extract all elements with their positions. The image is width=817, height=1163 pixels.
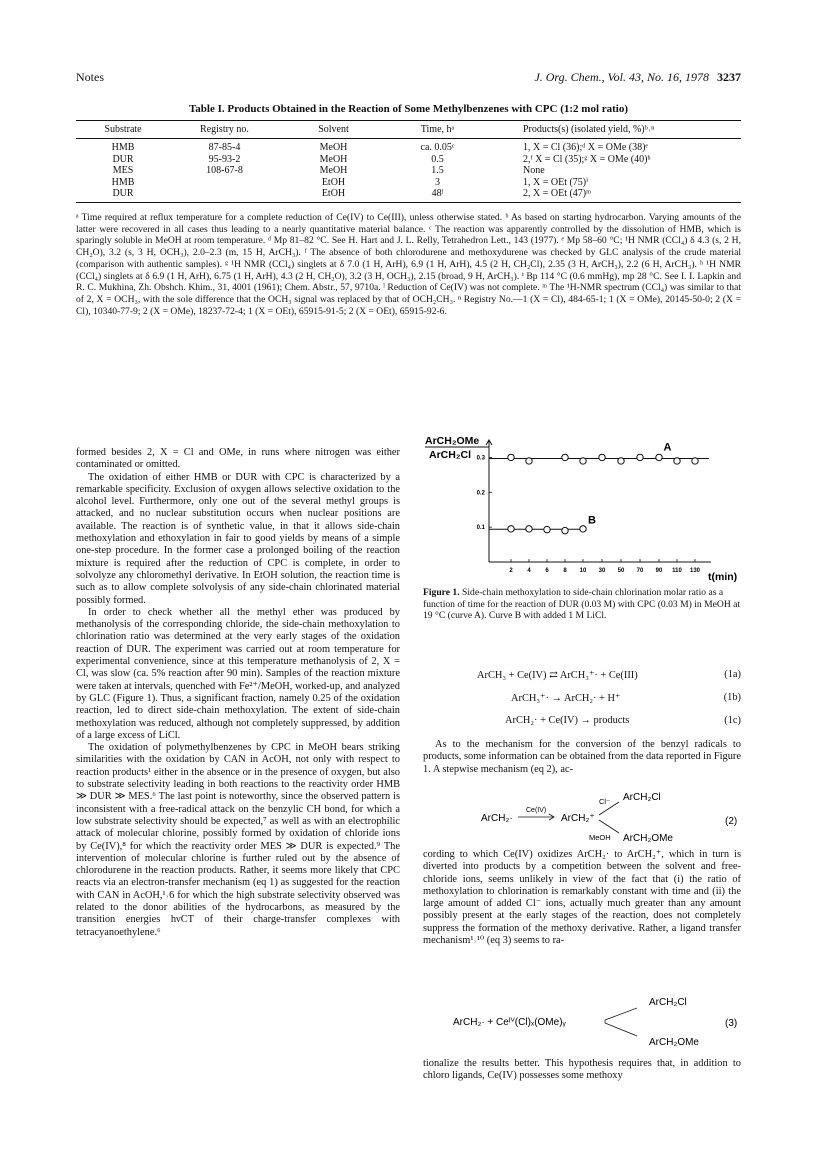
cell-substrate: HMB (111, 142, 135, 153)
cell-time: 48ˡ (388, 188, 487, 202)
chart-marks (489, 454, 709, 534)
paragraph: cording to which Ce(IV) oxidizes ArCH₂· to ArCH₂⁺, which in turn is diverted into products by a competition between the solvent and free-chloride ions, seems unlikely in view of the fact that (i) the ratio of methoxylation to chlorination is remarkably constant with time and (ii) the large amount of added Cl⁻ ions, actually much greater than any amount possibly present at the early stages of the reaction, does not completely suppress the formation of the methoxy derivative. Rather, a ligand transfer mechanism¹˒¹⁰ (eq 3) seems to ra- (423, 849, 741, 947)
series-b-point (508, 526, 514, 532)
cell-registry: 108-67-8 (206, 165, 243, 176)
col-solvent: Solvent (279, 121, 388, 139)
series-b-point (562, 527, 568, 533)
eq2-reagent: Ce(IV) (526, 807, 547, 814)
equation-1b-number: (1b) (723, 692, 741, 703)
x-tick-label: 4 (527, 568, 531, 574)
equation-1a: ArCH₃ + Ce(IV) ⇄ ArCH₃⁺· + Ce(III) (477, 670, 638, 681)
paragraph: formed besides 2, X = Cl and OMe, in runs where nitrogen was either contaminated or omitted. (76, 447, 400, 471)
cell-substrate: MES (112, 165, 134, 176)
page-number: 3237 (717, 70, 741, 84)
series-a-point (637, 454, 643, 460)
eq2-reactant: ArCH₂· (481, 813, 513, 824)
x-axis-label: t(min) (708, 571, 738, 583)
y-tick-label: 0.1 (476, 525, 485, 532)
series-b-point (580, 526, 586, 532)
eq2-number: (2) (725, 816, 738, 827)
eq3-number: (3) (725, 1018, 738, 1029)
cell-solvent: MeOH (319, 153, 348, 165)
table-row (76, 177, 741, 189)
eq2-bottom-product: ArCH₂OMe (623, 833, 673, 844)
cell-products: 1, X = OEt (75)ⁱ (523, 176, 589, 188)
cell-solvent: MeOH (319, 142, 348, 153)
right-column-paragraph-3 (423, 1058, 741, 1083)
x-tick-label: 2 (509, 568, 513, 574)
paragraph: The oxidation of polymethylbenzenes by CPC in MeOH bears striking similarities with the oxidation by CAN in AcOH, not only with respect to reaction products¹ either in the absence or in the presence of oxygen, but also to substrate selectivity leading in both reactions to the reactivity order HMB ≫ DUR ≫ MES.⁶ The last point is noteworthy, since the observed pattern is inconsistent with a free-radical attack on the benzylic CH bond, for which a low substrate selectivity should be expected,⁷ as well as with an electrophilic attack of molecular chlorine, possibly formed by oxidation of chloride ions by Ce(IV),⁸ for which the reactivity order MES ≫ DUR is expected.⁹ The intervention of molecular chlorine is further ruled out by the absence of chlorodurene in the reaction products. Rather, it seems more likely that CPC reacts via an electron-transfer mechanism (eq 1) as suggested for the reaction with CAN in AcOH,¹˒6 for which the high substrate selectivity observed was related to the donor abilities of the hydrocarbons, as measured by the transition energies hνCT of their charge-transfer complexes with tetracyanoethylene.⁶ (76, 742, 400, 938)
eq2-bottom-reagent: MeOH (589, 833, 611, 842)
x-tick-label: 6 (545, 568, 549, 574)
cell-time: ca. 0.05ᶜ (420, 142, 455, 153)
cell-solvent: EtOH (321, 176, 346, 188)
series-b-point (544, 526, 550, 532)
figure-1-chart (423, 432, 741, 582)
series-a-point (562, 454, 568, 460)
cell-registry (170, 177, 279, 189)
table-row (76, 154, 741, 166)
caption-text: Side-chain methoxylation to side-chain chlorination molar ratio as a function of time for the reaction of DUR (0.03 M) with CPC (0.03 M) in MeOH at 19 °C (curve A). Curve B with added 1 M LiCl. (423, 587, 741, 621)
running-header-journal (534, 70, 741, 85)
cell-substrate: HMB (111, 176, 135, 188)
series-a-point (674, 458, 680, 464)
equation-2 (423, 782, 741, 844)
curve-a-label: A (663, 441, 672, 454)
running-header-section: Notes (76, 70, 104, 84)
series-a-point (656, 454, 662, 460)
table-title: Table I. Products Obtained in the Reaction of Some Methylbenzenes with CPC (1:2 mol ratio) (188, 103, 629, 115)
eq2-top-product: ArCH₂Cl (623, 792, 661, 803)
cell-products: 1, X = Cl (36);ᵈ X = OMe (38)ᵉ (523, 142, 648, 153)
cell-registry: 95-93-2 (208, 153, 241, 165)
col-time: Time, hᵃ (388, 121, 487, 139)
cell-solvent: EtOH (279, 188, 388, 202)
cell-registry: 87-85-4 (208, 142, 241, 153)
cell-substrate: DUR (76, 188, 170, 202)
x-tick-label: 8 (563, 568, 567, 574)
equation-1b: ArCH₃⁺· → ArCH₂· + H⁺ (511, 693, 621, 704)
table-row (76, 139, 741, 154)
left-column (76, 447, 400, 939)
eq2-top-reagent: Cl⁻ (599, 797, 611, 806)
x-tick-label: 130 (689, 568, 701, 574)
paragraph: In order to check whether all the methyl ether was produced by methanolysis of the corresponding chloride, the side-chain methoxylation to chlorination ratio was determined at the very early stages of the oxidation reaction of DUR. The experiment was carried out at room temperature for experimental convenience, since at this temperature methanolysis of 2, X = Cl, was slow (ca. 5% reaction after 90 min). Samples of the reaction mixture were taken at intervals, quenched with Fe²⁺/MeOH, worked-up, and analyzed by GLC (Figure 1). Thus, a significant fraction, namely 0.25 of the oxidation reaction, led to direct side-chain methoxylation. The extent of side-chain methoxylation was reduced, although not completely suppressed, by addition of a large excess of LiCl. (76, 606, 400, 741)
eq3-top-product: ArCH₂Cl (649, 997, 687, 1008)
paragraph: The oxidation of either HMB or DUR with CPC is characterized by a remarkable specificity. Exclusion of oxygen allows selective oxidation to the alcohol level. Furthermore, only one out of the several methyl groups is attacked, and no nuclear substitution occurs when nuclear positions are available. The reaction is of synthetic value, in that it allows side-chain methoxylation and ethoxylation in fair to good yields by means of a simple one-step procedure. In the former case a prolonged boiling of the reaction mixture is required after the reduction of CPC is complete, in order to solvolyze any chloromethyl derivative. In EtOH solution, the reaction time is such as to allow complete solvolysis of any side-chain chlorinated material possibly formed. (76, 471, 400, 606)
caption-label: Figure 1. (423, 587, 460, 598)
equation-1c: ArCH₂· + Ce(IV) → products (505, 715, 630, 726)
cell-time: 1.5 (431, 165, 444, 176)
cell-products: 2, X = OEt (47)ᵐ (487, 188, 741, 202)
y-tick-label: 0.3 (476, 455, 485, 462)
series-a-point (508, 454, 514, 460)
journal-citation: J. Org. Chem., Vol. 43, No. 16, 1978 (534, 70, 709, 84)
table-footnotes: ᵃ Time required at reflux temperature for a complete reduction of Ce(IV) to Ce(III), unless otherwise stated. ᵇ As based on starting hydrocarbon. Varying amounts of the latter were recovered in all cases thus leading to a nearly quantitative material balance. ᶜ The reaction was apparently controlled by the dissolution of HMB, which is sparingly soluble in MeOH at room temperature. ᵈ Mp 81–82 °C. See H. Hart and J. L. Relly, Tetrahedron Lett., 143 (1977). ᵉ Mp 58–60 °C; ¹H NMR (CCl₄) δ 4.3 (s, 2 H, CH₂O), 3.2 (s, 3 H, OCH₃), 2.0–2.3 (m, 15 H, ArCH₃). ᶠ The absence of both chlorodurene and methoxydurene was checked by GLC analysis of the crude material (comparison with authentic samples). ᵍ ¹H NMR (CCl₄) singlets at δ 7.0 (1 H, ArH), 6.9 (1 H, ArH), 4.5 (2 H, CH₂Cl), 2.35 (3 H, ArCH₃), 2.2 (6 H, ArCH₃). ʰ ¹H NMR (CCl₄) singlets at δ 6.9 (1 H, ArH), 6.75 (1 H, ArH), 4.3 (2 H, CH₂O), 3.2 (3 H, OCH₃), 2.15 (broad, 9 H, ArCH₃). ⁱ Bp 114 °C (0.6 mmHg), mp 28 °C. See I. I. Lapkin and R. C. Mukhina, Zh. Obshch. Khim., 31, 4001 (1961); Chem. Abstr., 57, 9710a. ˡ Reduction of Ce(IV) was not complete. ᵐ The ¹H-NMR spectrum (CCl₄) was similar to that of 2, X = OCH₃, with the sole difference that the OCH₃ signal was replaced by that of OCH₂CH₃. ⁿ Registry No.—1 (X = Cl), 484-65-1; 1 (X = OMe), 20145-50-0; 2 (X = Cl), 10340-77-9; 2 (X = OMe), 18237-72-4; 1 (X = OEt), 65915-91-5; 2 (X = OEt), 65915-92-6. (76, 212, 741, 317)
figure-caption (423, 587, 741, 622)
x-tick-label: 50 (617, 568, 625, 574)
series-a-point (526, 458, 532, 464)
curve-b-label: B (588, 514, 596, 527)
cell-products: None (523, 165, 545, 176)
y-label-denominator: ArCH₂Cl (429, 449, 471, 461)
x-tick-label: 30 (598, 568, 606, 574)
right-column-paragraph-2 (423, 849, 741, 947)
eq3-reactant: ArCH₂· + Ceᴵⱽ(Cl)ₓ(OMe)ᵧ (453, 1017, 566, 1028)
y-label-numerator: ArCH₂OMe (425, 435, 480, 447)
right-column-paragraph-1 (423, 739, 741, 776)
cell-time: 0.5 (431, 153, 444, 165)
series-a-point (599, 454, 605, 460)
series-a-point (618, 458, 624, 464)
eq3-bottom-product: ArCH₂OMe (649, 1037, 699, 1048)
cell-products: 2,ᶠ X = Cl (35);ᵍ X = OMe (40)ʰ (523, 153, 651, 165)
series-a-point (692, 458, 698, 464)
table-row (76, 165, 741, 177)
cell-time: 3 (435, 176, 440, 188)
x-tick-label: 110 (672, 568, 682, 574)
y-tick-label: 0.2 (476, 490, 485, 497)
table-row (76, 188, 741, 202)
equation-3 (423, 990, 741, 1052)
cell-substrate: DUR (112, 153, 134, 165)
cell-solvent: MeOH (319, 165, 348, 176)
col-registry: Registry no. (170, 121, 279, 139)
x-tick-label: 90 (655, 568, 663, 574)
paragraph: tionalize the results better. This hypothesis requires that, in addition to chloro ligands, Ce(IV) possesses some methoxy (423, 1058, 741, 1082)
equation-1a-number: (1a) (724, 669, 741, 680)
eq2-intermediate: ArCH₂⁺ (561, 813, 595, 824)
paragraph: As to the mechanism for the conversion of the benzyl radicals to products, some information can be obtained from the data reported in Figure 1. A stepwise mechanism (eq 2), ac- (423, 739, 741, 775)
equation-1c-number: (1c) (724, 715, 741, 726)
products-table (76, 120, 741, 203)
col-substrate: Substrate (76, 121, 170, 139)
series-a-point (580, 458, 586, 464)
x-tick-label: 10 (579, 568, 587, 574)
x-tick-label: 70 (636, 568, 644, 574)
cell-registry (170, 188, 279, 202)
series-b-point (526, 526, 532, 532)
col-products: Products(s) (isolated yield, %)ᵇ˒ⁿ (487, 121, 741, 139)
table-header-row (76, 121, 741, 139)
